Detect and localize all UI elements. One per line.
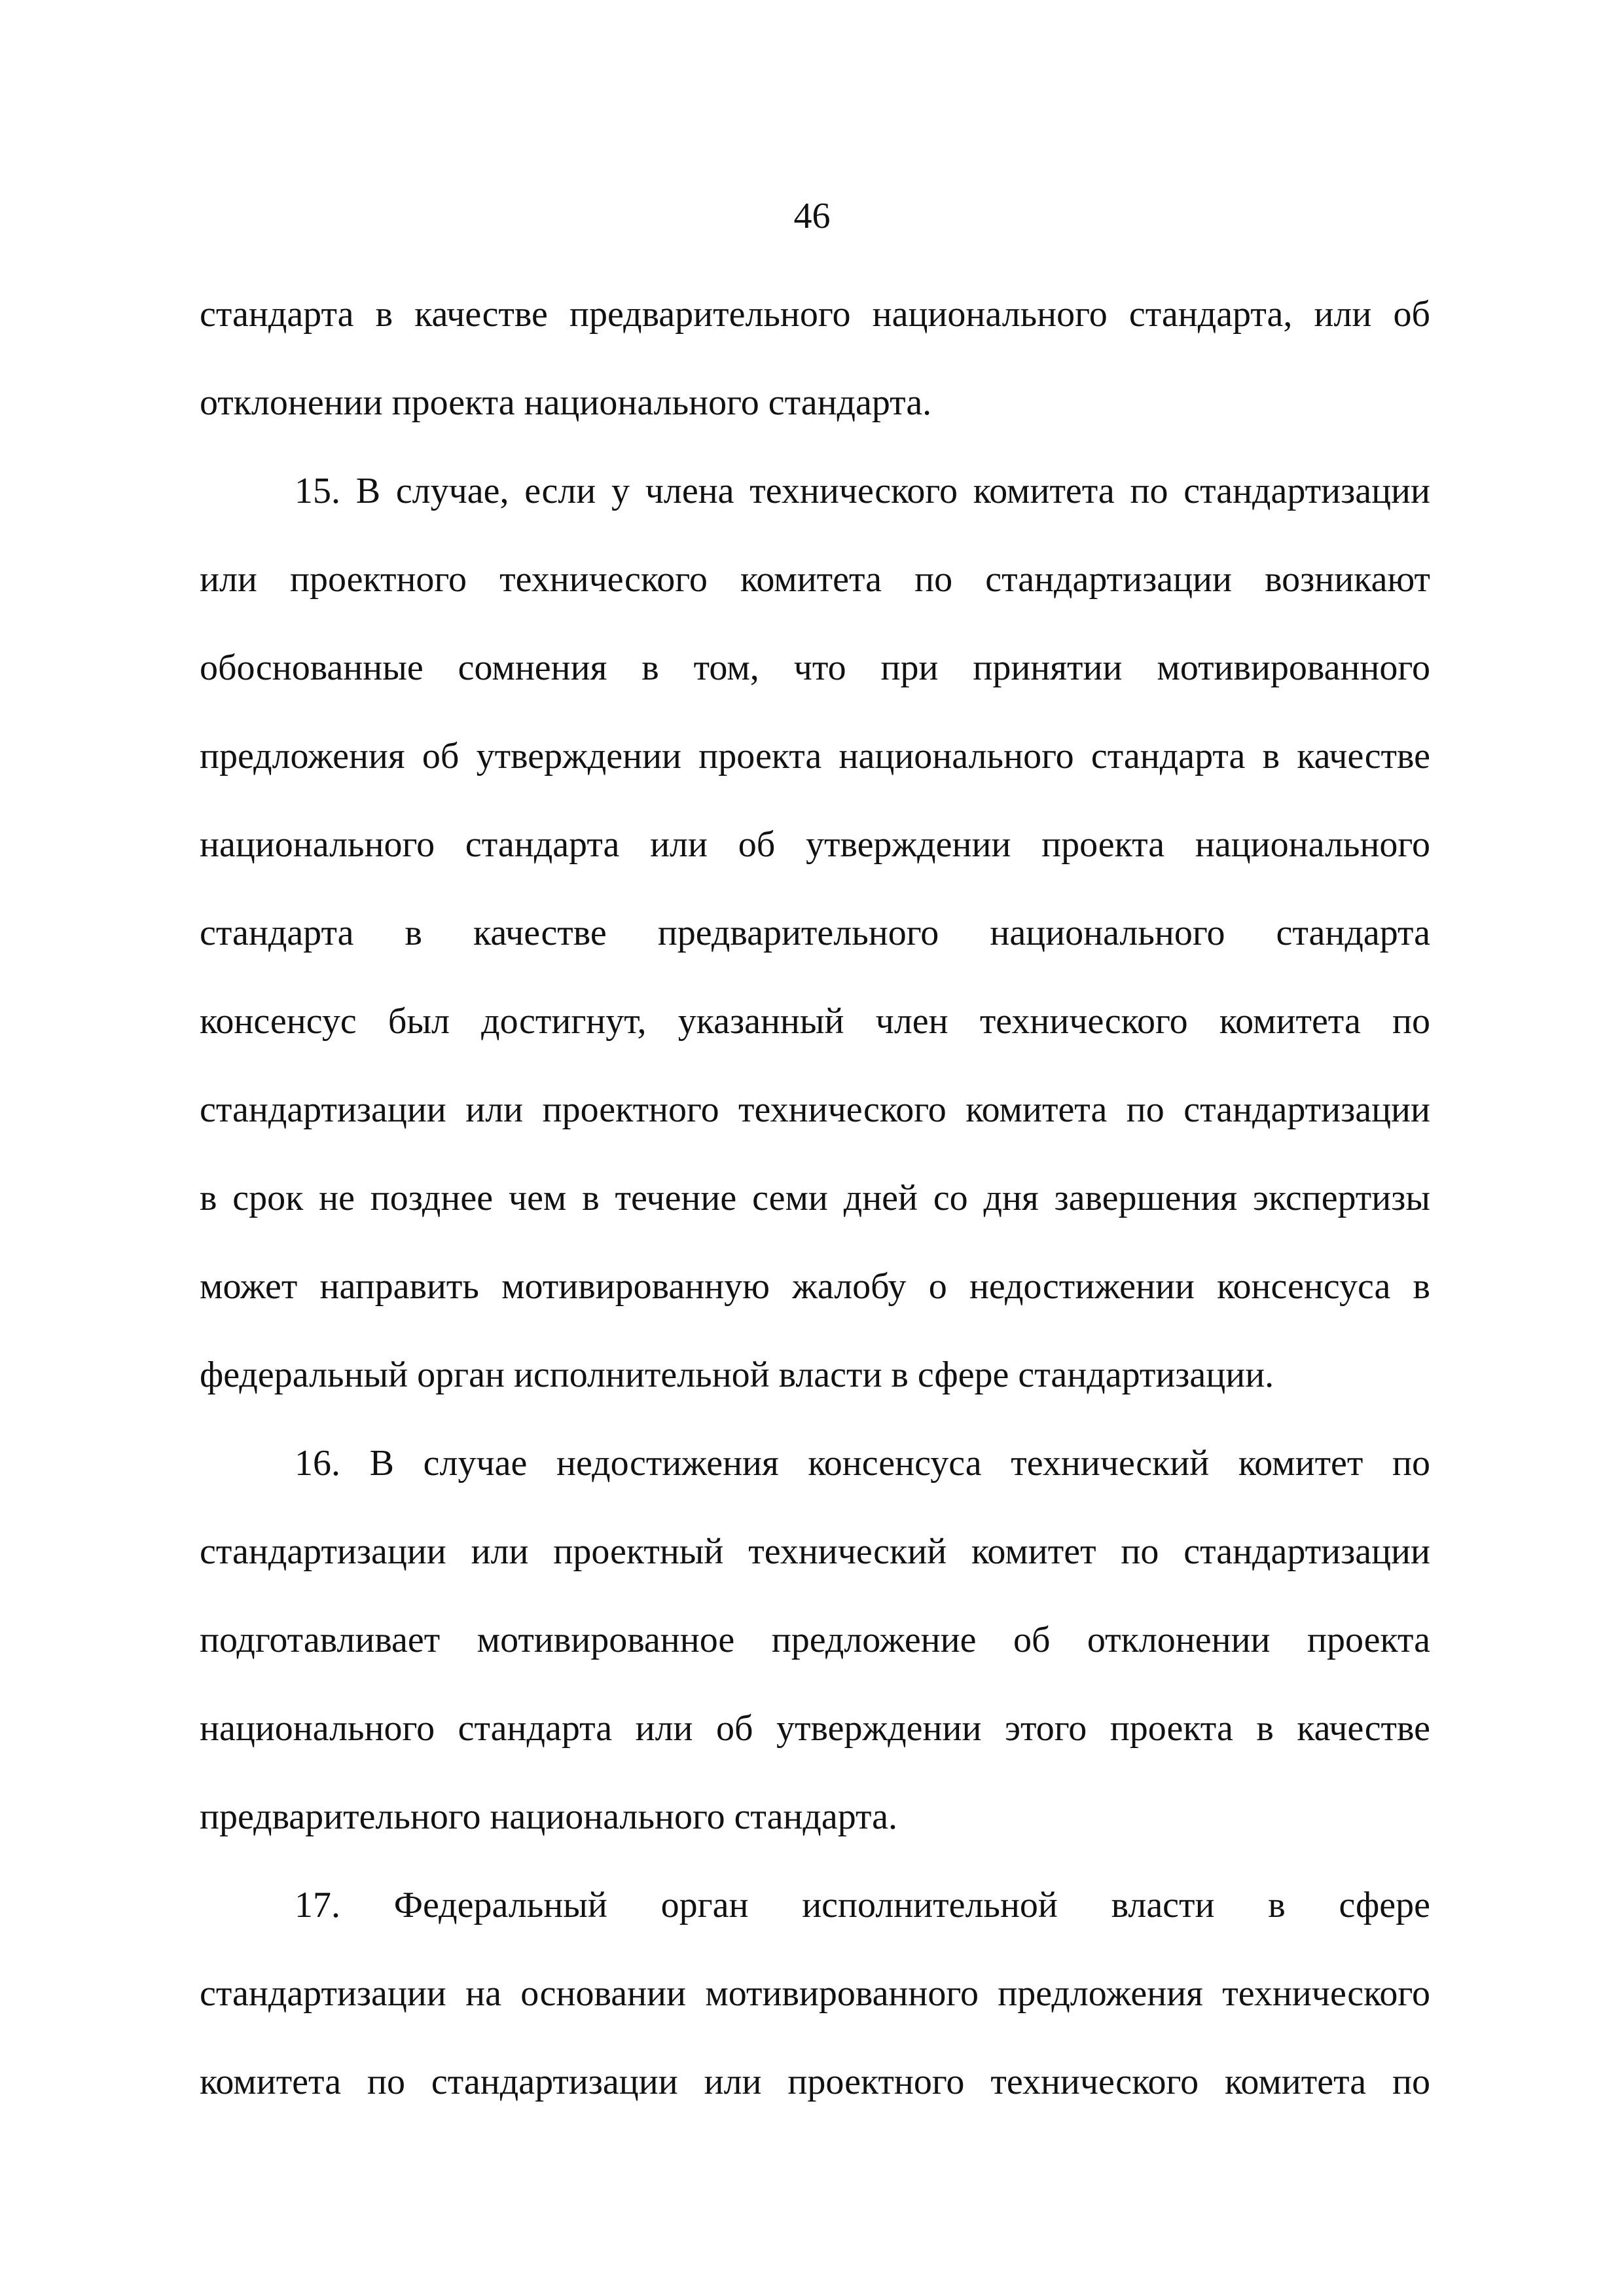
text-line: может направить мотивированную жалобу о недостижении консенсуса в [200, 1266, 1430, 1307]
text-line: комитета по стандартизации или проектного технического комитета по [200, 2062, 1430, 2102]
paragraph-15-start: 15. В случае, если у члена технического комитета по стандартизации [295, 471, 1430, 511]
paragraph-17-start: 17. Федеральный орган исполнительной власти в сфере [295, 1885, 1430, 1925]
text-line: федеральный орган исполнительной власти в сфере стандартизации. [200, 1355, 1274, 1395]
text-line: стандартизации на основании мотивированного предложения технического [200, 1973, 1430, 2014]
paragraph-16-start: 16. В случае недостижения консенсуса технический комитет по [295, 1443, 1430, 1484]
text-line: стандарта в качестве предварительного национального стандарта, или об [200, 294, 1430, 335]
text-line: национального стандарта или об утверждении проекта национального [200, 824, 1430, 865]
text-line: или проектного технического комитета по стандартизации возникают [200, 559, 1430, 600]
text-line: консенсус был достигнут, указанный член технического комитета по [200, 1001, 1430, 1042]
text-line: стандартизации или проектный технический комитет по стандартизации [200, 1531, 1430, 1572]
text-line: в срок не позднее чем в течение семи дней со дня завершения экспертизы [200, 1178, 1430, 1218]
text-line: предложения об утверждении проекта национального стандарта в качестве [200, 736, 1430, 776]
document-body [200, 288, 1430, 2144]
text-line: стандарта в качестве предварительного национального стандарта [200, 913, 1430, 953]
text-line: предварительного национального стандарта. [200, 1796, 898, 1837]
text-line: подготавливает мотивированное предложение об отклонении проекта [200, 1620, 1430, 1660]
text-line: стандартизации или проектного технического комитета по стандартизации [200, 1089, 1430, 1130]
text-line: отклонении проекта национального стандарта. [200, 382, 932, 423]
text-line: национального стандарта или об утверждении этого проекта в качестве [200, 1708, 1430, 1749]
text-line: обоснованные сомнения в том, что при принятии мотивированного [200, 647, 1430, 688]
page-number: 46 [793, 196, 831, 236]
